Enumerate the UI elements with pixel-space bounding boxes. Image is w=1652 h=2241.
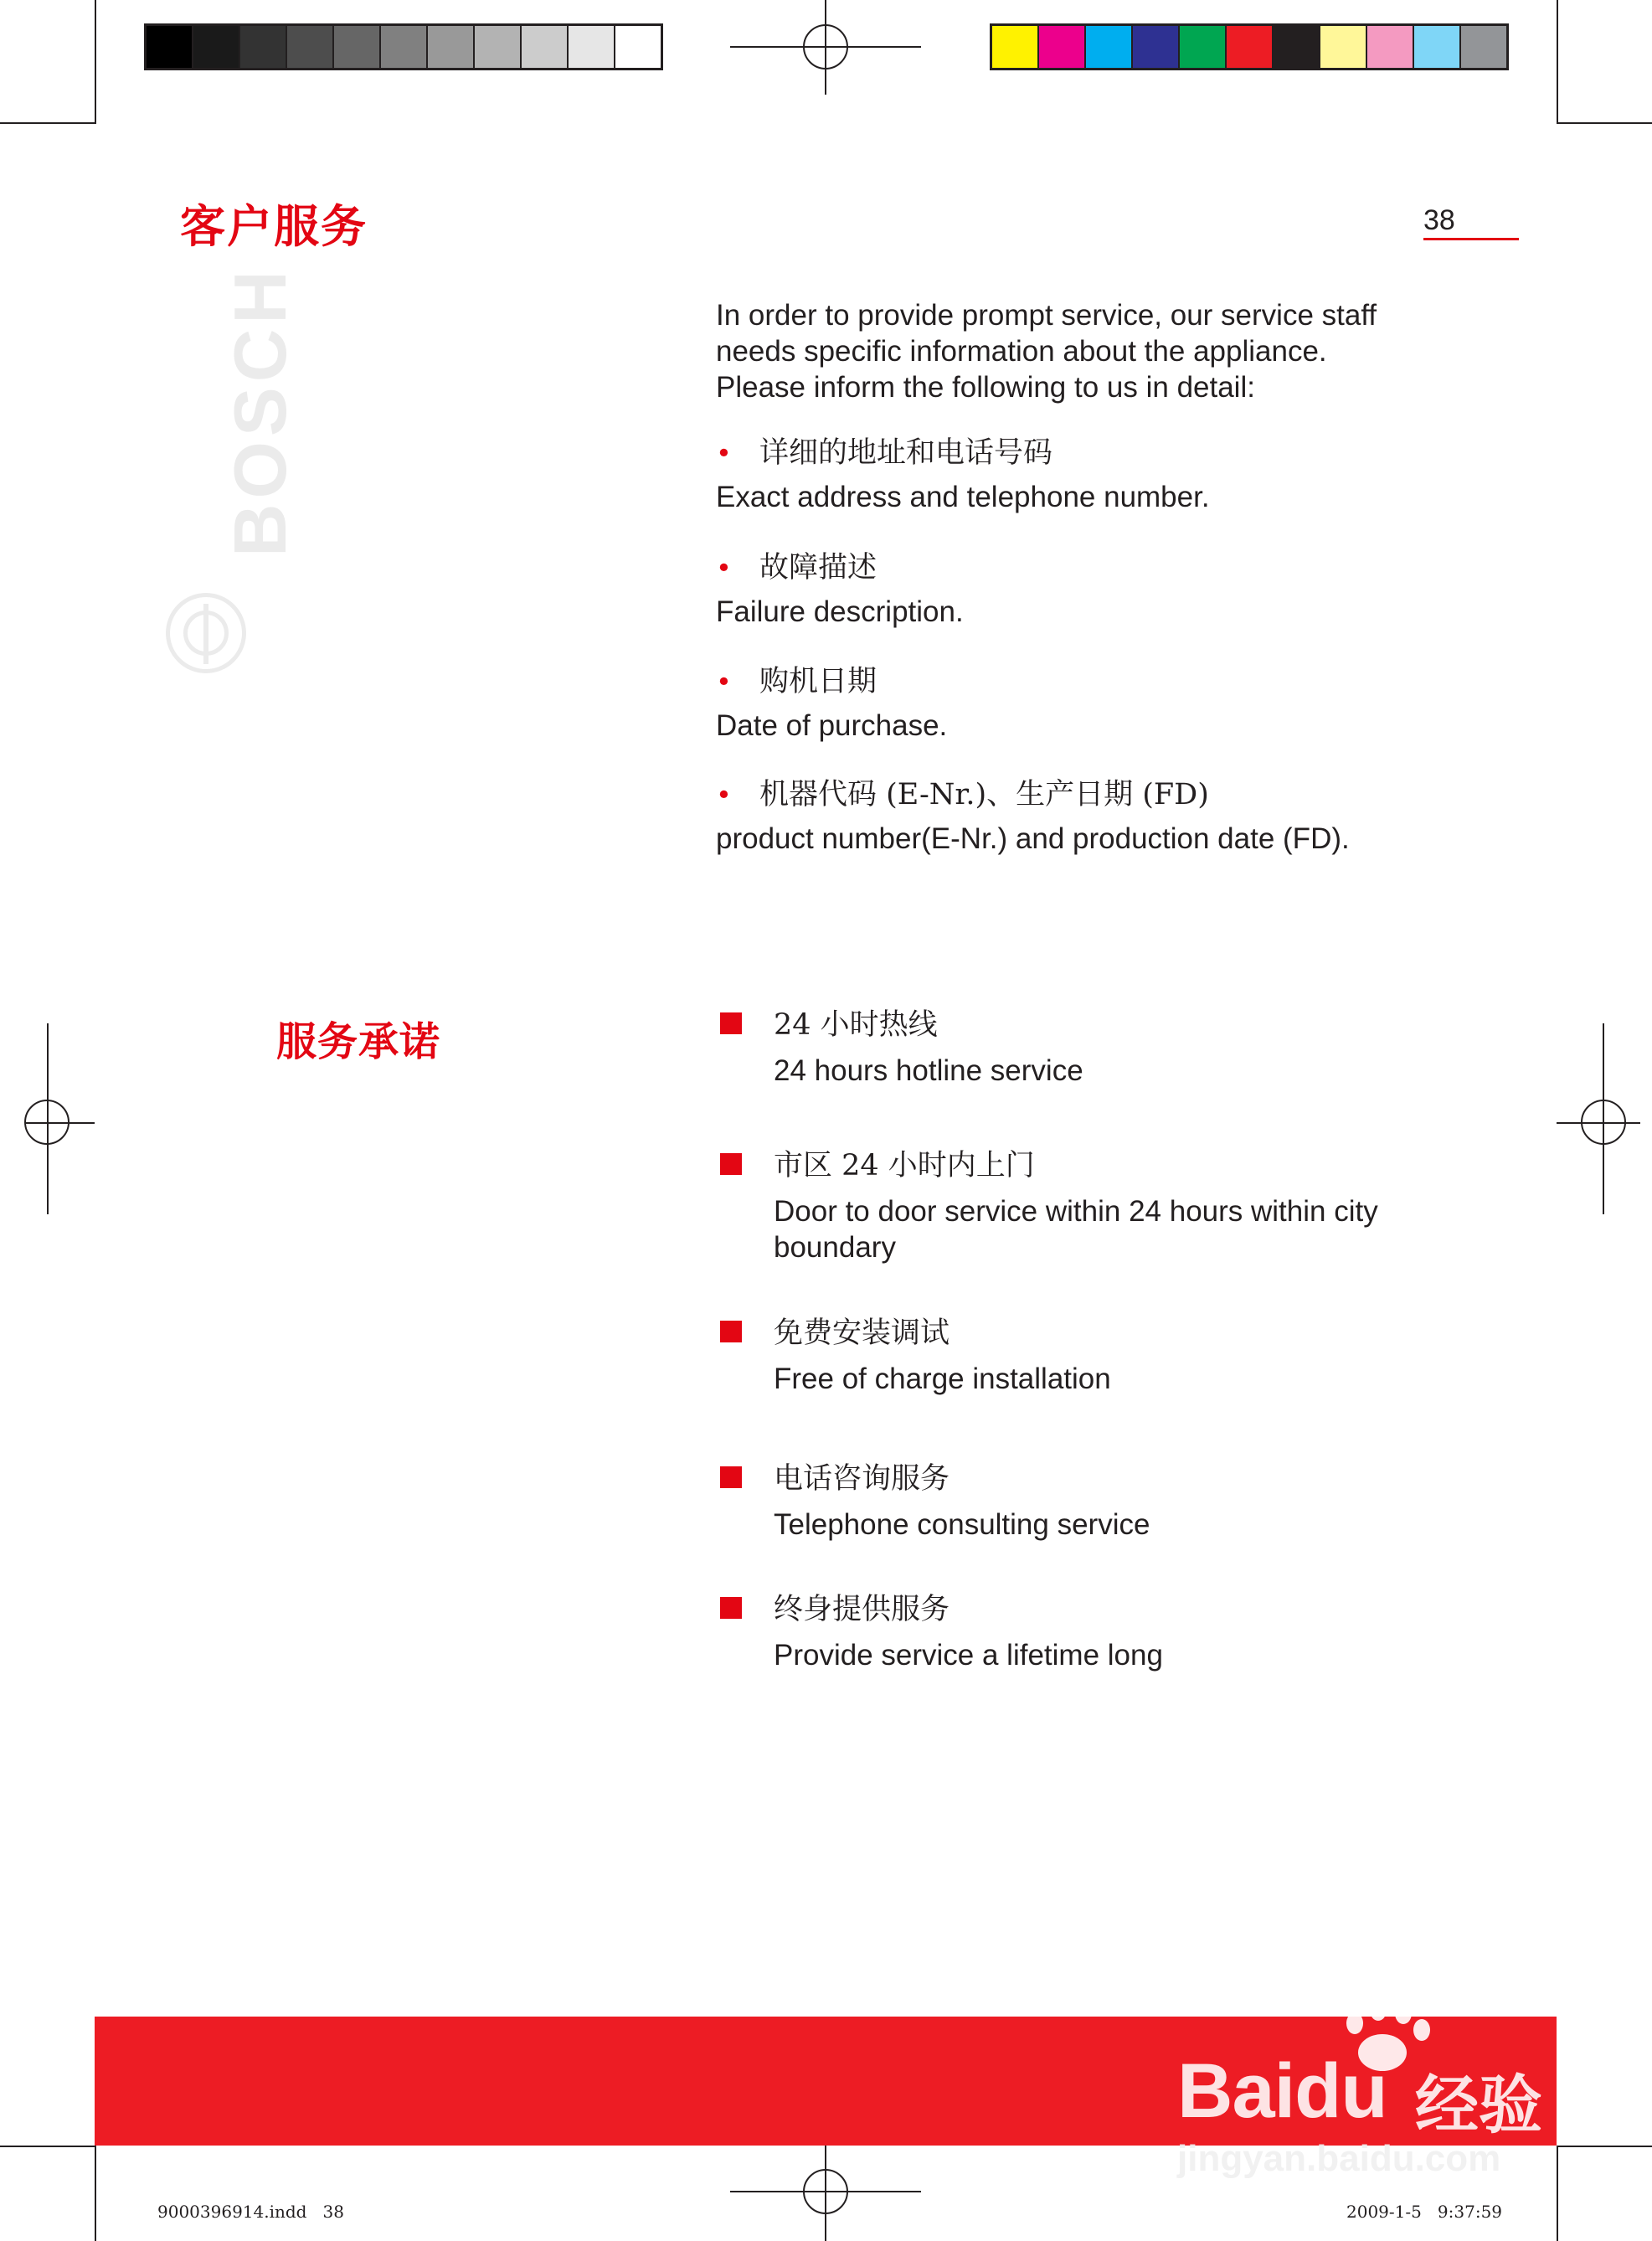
bosch-logo-icon: [166, 593, 246, 673]
promise-item: [720, 1589, 1474, 1673]
info-item-cn: 详细的地址和电话号码: [759, 436, 1053, 470]
info-item-en: Date of purchase.: [716, 709, 948, 742]
color-swatch: [1039, 26, 1086, 68]
gray-swatch: [334, 26, 381, 68]
square-bullet-icon: [720, 1153, 742, 1175]
color-swatch: [1180, 26, 1227, 68]
watermark-suffix: 经验: [1415, 2068, 1542, 2142]
promise-item-en: 24 hours hotline service: [774, 1054, 1083, 1087]
promise-item: [720, 1145, 1474, 1265]
promise-item-en: Telephone consulting service: [774, 1508, 1150, 1541]
promise-item-en: Provide service a lifetime long: [774, 1639, 1163, 1672]
square-bullet-icon: [720, 1012, 742, 1034]
color-swatch: [1414, 26, 1461, 68]
date-slug: 2009-1-5 9:37:59: [1346, 2202, 1503, 2222]
color-swatch: [1227, 26, 1274, 68]
watermark-brand: Baidu: [1177, 2048, 1387, 2134]
registration-mark-right: [1581, 1100, 1626, 1145]
info-item-en: product number(E-Nr.) and production date (FD).: [716, 822, 1350, 855]
color-swatch: [1274, 26, 1320, 68]
promise-item-cn: 免费安装调试: [774, 1316, 950, 1350]
square-bullet-icon: [720, 1321, 742, 1342]
process-color-bar: [990, 23, 1509, 70]
promise-item: [720, 1458, 1474, 1543]
bullet-dot-icon: •: [716, 437, 732, 469]
promise-item-cn: 24 小时热线: [774, 1008, 938, 1042]
intro-line: needs specific information about the appliance.: [716, 335, 1327, 368]
color-swatch: [1367, 26, 1414, 68]
square-bullet-icon: [720, 1466, 742, 1488]
gray-swatch: [428, 26, 475, 68]
info-item-cn: 故障描述: [759, 551, 877, 585]
watermark-url: jingyan.baidu.com: [1177, 2138, 1501, 2179]
baidu-jingyan-watermark: [1172, 1989, 1566, 2190]
gray-swatch: [147, 26, 193, 68]
page-number: 38: [1423, 204, 1455, 236]
promise-item-en: Door to door service within 24 hours within city boundary: [774, 1195, 1378, 1264]
gray-swatch: [522, 26, 569, 68]
promise-item-en: Free of charge installation: [774, 1363, 1111, 1395]
promise-item-cn: 电话咨询服务: [774, 1462, 950, 1496]
color-swatch: [1086, 26, 1133, 68]
gray-swatch: [193, 26, 240, 68]
registration-mark-left: [24, 1100, 69, 1145]
color-swatch: [1133, 26, 1180, 68]
gray-swatch: [287, 26, 334, 68]
grayscale-color-bar: [144, 23, 663, 70]
color-swatch: [1461, 26, 1506, 68]
square-bullet-icon: [720, 1597, 742, 1619]
promise-item: [720, 1004, 1474, 1089]
bullet-dot-icon: •: [716, 779, 732, 811]
info-item: [716, 547, 1469, 630]
gray-swatch: [240, 26, 287, 68]
bosch-wordmark: BOSCH: [219, 265, 301, 557]
info-item-en: Exact address and telephone number.: [716, 481, 1210, 513]
bullet-dot-icon: •: [716, 666, 732, 698]
page-title: 客户服务: [180, 200, 368, 253]
info-item-cn: 机器代码 (E-Nr.)、生产日期 (FD): [759, 778, 1209, 811]
gray-swatch: [569, 26, 615, 68]
file-slug: 9000396914.indd 38: [157, 2202, 345, 2222]
promise-item: [720, 1312, 1474, 1397]
service-promise-title: 服务承诺: [276, 1018, 441, 1065]
gray-swatch: [615, 26, 661, 68]
promise-item-cn: 市区 24 小时内上门: [774, 1149, 1035, 1182]
bullet-dot-icon: •: [716, 552, 732, 584]
page-number-rule: [1423, 238, 1519, 240]
info-item: [716, 661, 1469, 744]
info-item-cn: 购机日期: [759, 665, 877, 698]
gray-swatch: [381, 26, 428, 68]
gray-swatch: [475, 26, 522, 68]
info-item: [716, 432, 1469, 515]
intro-paragraph: [716, 297, 1469, 405]
intro-line: In order to provide prompt service, our service staff: [716, 299, 1377, 332]
promise-item-cn: 终身提供服务: [774, 1593, 950, 1626]
color-swatch: [1320, 26, 1367, 68]
info-item-en: Failure description.: [716, 595, 964, 628]
intro-line: Please inform the following to us in detail:: [716, 371, 1255, 404]
color-swatch: [992, 26, 1039, 68]
info-item: [716, 774, 1469, 857]
